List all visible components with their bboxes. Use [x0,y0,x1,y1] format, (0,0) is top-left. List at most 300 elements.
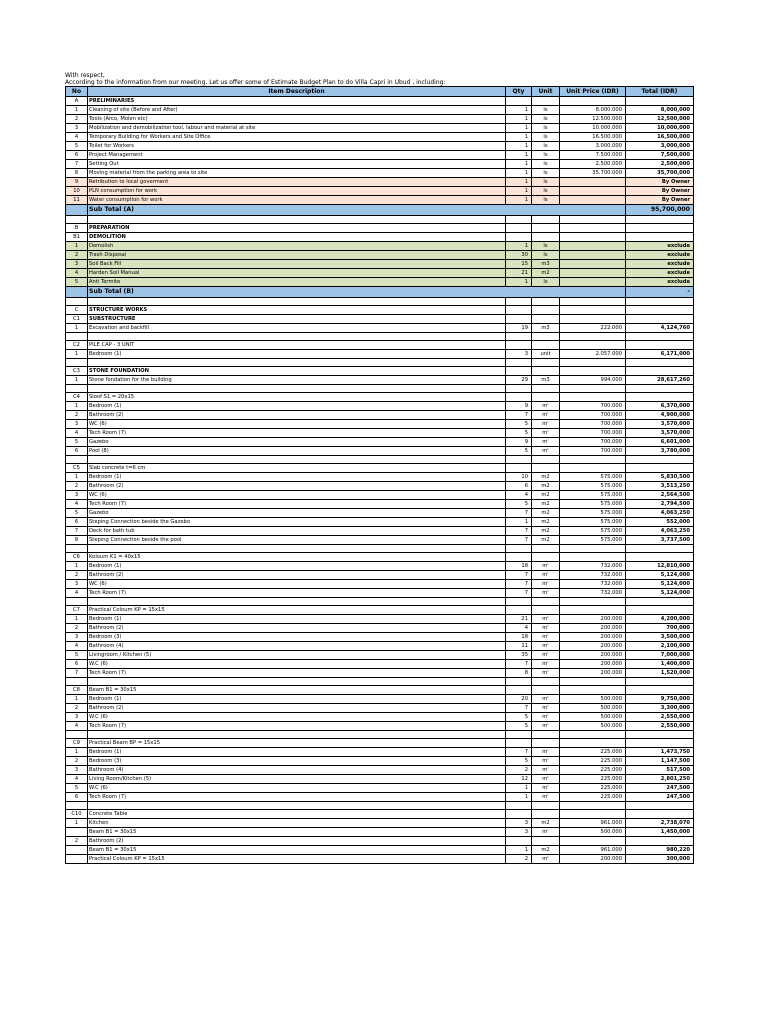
row-qty: 1 [506,178,532,187]
table-row [66,133,694,142]
row-number [66,298,88,306]
table-row [66,846,694,855]
row-qty: 5 [506,500,532,509]
table-row [66,527,694,536]
row-number [66,216,88,224]
row-total: 247,500 [626,784,694,793]
row-description: WC (6) [88,420,506,429]
row-number [66,828,88,837]
row-description: Cleaning of site (Before and After) [88,106,506,115]
row-qty: 5 [506,447,532,456]
row-unit [532,224,560,233]
row-qty [506,837,532,846]
row-unit: m' [532,784,560,793]
row-description: Anti Termite [88,278,506,287]
row-unit: ls [532,187,560,196]
row-description: Bedroom (1) [88,615,506,624]
row-unit [532,233,560,242]
row-unit-price [560,224,626,233]
row-unit-price: 700.000 [560,402,626,411]
row-qty: 1 [506,142,532,151]
table-row [66,660,694,669]
row-total: exclude [626,251,694,260]
row-qty: 21 [506,269,532,278]
row-unit: m2 [532,846,560,855]
row-qty [506,553,532,562]
row-number: B [66,224,88,233]
row-total: 4,063,250 [626,509,694,518]
row-number: 2 [66,571,88,580]
row-unit [532,802,560,810]
table-row [66,651,694,660]
row-number: C5 [66,464,88,473]
row-qty: 20 [506,695,532,704]
row-unit-price [560,260,626,269]
row-unit [532,306,560,315]
row-description: Bathroom (2) [88,837,506,846]
row-number: 2 [66,115,88,124]
row-unit [532,464,560,473]
row-unit: m' [532,580,560,589]
row-total [626,315,694,324]
row-unit: m' [532,713,560,722]
row-total: 2,500,000 [626,160,694,169]
row-unit-price [560,233,626,242]
row-number: 10 [66,187,88,196]
row-number [66,846,88,855]
row-number: 4 [66,429,88,438]
row-unit [532,553,560,562]
row-qty: 2 [506,855,532,864]
row-total: 5,124,000 [626,571,694,580]
row-unit [532,731,560,739]
row-total: 1,520,000 [626,669,694,678]
row-description: STONE FOUNDATION [88,367,506,376]
row-unit-price: 575.000 [560,491,626,500]
table-row [66,793,694,802]
row-unit: m' [532,589,560,598]
row-number: 2 [66,482,88,491]
row-qty: 1 [506,106,532,115]
table-row [66,748,694,757]
row-total: 1,473,750 [626,748,694,757]
row-total: 9,750,000 [626,695,694,704]
table-row [66,739,694,748]
row-unit [532,606,560,615]
row-unit: m' [532,748,560,757]
row-qty [506,367,532,376]
row-total [626,810,694,819]
row-qty: 9 [506,438,532,447]
row-number: 1 [66,695,88,704]
row-unit-price [560,341,626,350]
row-unit: m' [532,669,560,678]
row-unit-price: 200.000 [560,633,626,642]
row-unit-price: 500.000 [560,722,626,731]
row-total: 4,063,250 [626,527,694,536]
table-row [66,115,694,124]
row-unit-price: 35.700.000 [560,169,626,178]
row-description: Sloof S1 = 20x15 [88,393,506,402]
row-unit [532,545,560,553]
row-number: 1 [66,402,88,411]
intro-line: According to the information from our meeting, Let us offer some of Estimate Budget Plan to do Villa Capri in Ubud , including: [65,79,446,86]
row-number [66,287,88,298]
row-number [66,359,88,367]
table-row [66,837,694,846]
row-number: C [66,306,88,315]
row-description: Practical Beam BP = 15x15 [88,739,506,748]
row-unit-price [560,731,626,739]
row-unit-price [560,598,626,606]
row-unit-price: 200.000 [560,642,626,651]
row-qty [506,393,532,402]
row-qty: 5 [506,420,532,429]
row-description: Stone fondation for the building [88,376,506,385]
row-total [626,385,694,393]
table-row [66,704,694,713]
row-number: 1 [66,350,88,359]
table-row [66,669,694,678]
row-description: WC (6) [88,491,506,500]
row-description: Bedroom (1) [88,402,506,411]
row-unit: m3 [532,260,560,269]
row-unit-price: 500.000 [560,695,626,704]
table-row [66,722,694,731]
table-row [66,536,694,545]
table-row [66,242,694,251]
section-row [66,367,694,376]
row-total: 4,124,760 [626,324,694,333]
row-number: 1 [66,376,88,385]
row-description [88,545,506,553]
row-unit-price [560,385,626,393]
table-row [66,606,694,615]
row-total: 7,500,000 [626,151,694,160]
row-unit-price: 500.000 [560,713,626,722]
row-unit: m2 [532,473,560,482]
table-row [66,376,694,385]
row-unit: m3 [532,324,560,333]
row-unit: m2 [532,269,560,278]
row-description [88,333,506,341]
row-unit-price: 225.000 [560,775,626,784]
row-qty: 7 [506,704,532,713]
table-row [66,766,694,775]
row-number: 4 [66,589,88,598]
row-description: Bedroom (1) [88,473,506,482]
blank-row [66,545,694,553]
row-qty [506,739,532,748]
table-row [66,686,694,695]
row-description: Slab concrete t=6 cm [88,464,506,473]
row-number: 5 [66,509,88,518]
table-row [66,553,694,562]
row-number: 3 [66,491,88,500]
row-unit-price: 700.000 [560,447,626,456]
row-total: 16,500,000 [626,133,694,142]
row-description [88,678,506,686]
row-total [626,686,694,695]
row-unit: ls [532,178,560,187]
row-total [626,545,694,553]
blank-row [66,359,694,367]
row-description [88,802,506,810]
row-unit-price: 575.000 [560,482,626,491]
row-unit: ls [532,160,560,169]
row-description: Living Room/Kitchen (5) [88,775,506,784]
row-number: 5 [66,142,88,151]
row-number: 5 [66,438,88,447]
intro-text [65,72,705,86]
row-qty: 5 [506,713,532,722]
row-total: 4,200,000 [626,615,694,624]
row-qty: 3 [506,350,532,359]
row-unit-price [560,553,626,562]
row-qty: 3 [506,828,532,837]
row-qty [506,233,532,242]
row-description: Concrete Table [88,810,506,819]
row-total: By Owner [626,178,694,187]
row-number: 1 [66,324,88,333]
row-unit-price: 16.500.000 [560,133,626,142]
subtotal-row [66,205,694,216]
row-description: W.C (6) [88,713,506,722]
row-unit-price: 700.000 [560,429,626,438]
row-unit-price: 732.000 [560,580,626,589]
table-row [66,420,694,429]
row-unit [532,216,560,224]
row-description: Practical Coloum KP = 15x15 [88,855,506,864]
row-total: 3,513,250 [626,482,694,491]
row-unit-price: 225.000 [560,784,626,793]
row-unit-price: 994.000 [560,376,626,385]
table-header [66,87,694,97]
row-total [626,333,694,341]
row-total: 1,450,000 [626,828,694,837]
row-description: Project Management [88,151,506,160]
row-unit-price [560,251,626,260]
row-unit-price: 200.000 [560,669,626,678]
row-description: Livingroom / Kitchen (5) [88,651,506,660]
row-unit-price [560,178,626,187]
table-row [66,142,694,151]
table-row [66,278,694,287]
row-description: Bathroom (2) [88,704,506,713]
row-unit-price [560,739,626,748]
row-qty [506,341,532,350]
row-qty: 1 [506,242,532,251]
row-qty [506,678,532,686]
row-unit: ls [532,142,560,151]
row-total: 3,000,000 [626,142,694,151]
row-qty: 7 [506,411,532,420]
row-number: 1 [66,819,88,828]
row-unit-price: 12.500.000 [560,115,626,124]
row-qty: 7 [506,748,532,757]
row-total: 6,171,000 [626,350,694,359]
row-unit: m' [532,651,560,660]
row-description [88,359,506,367]
row-qty: 7 [506,509,532,518]
row-number: 4 [66,775,88,784]
row-description: Steping Connection beside the pool [88,536,506,545]
row-qty: 7 [506,527,532,536]
row-total: 10,000,000 [626,124,694,133]
row-number [66,456,88,464]
row-unit-price: 575.000 [560,536,626,545]
row-qty: 1 [506,151,532,160]
row-number: 4 [66,642,88,651]
row-unit-price: 225.000 [560,748,626,757]
table-row [66,571,694,580]
blank-row [66,598,694,606]
table-row [66,324,694,333]
row-description: Koloum K1 = 40x15 [88,553,506,562]
row-unit [532,739,560,748]
row-qty [506,686,532,695]
row-unit-price [560,242,626,251]
table-row [66,695,694,704]
table-row [66,251,694,260]
row-total: 1,400,000 [626,660,694,669]
row-unit-price: 732.000 [560,571,626,580]
greeting: With respect, [65,72,105,79]
row-number: 5 [66,651,88,660]
section-row [66,224,694,233]
row-total [626,216,694,224]
row-qty: 5 [506,757,532,766]
row-number: 9 [66,178,88,187]
row-unit-price [560,315,626,324]
table-row [66,784,694,793]
row-number: A [66,97,88,106]
row-description: Beam B1 = 30x15 [88,846,506,855]
row-unit: ls [532,124,560,133]
row-total: 6,370,000 [626,402,694,411]
table-row [66,393,694,402]
row-description: Tools (Arco, Molen etc) [88,115,506,124]
row-unit-price [560,464,626,473]
row-number: 3 [66,420,88,429]
row-total: 1,147,500 [626,757,694,766]
row-number: C7 [66,606,88,615]
table-row [66,562,694,571]
table-row [66,491,694,500]
row-unit-price [560,545,626,553]
row-unit: unit [532,350,560,359]
row-total [626,731,694,739]
row-qty: 1 [506,278,532,287]
row-unit: ls [532,115,560,124]
blank-row [66,802,694,810]
row-description: Bathroom (2) [88,482,506,491]
header-total: Total (IDR) [626,87,694,97]
row-unit-price: 500.000 [560,828,626,837]
section-row [66,306,694,315]
row-qty: 1 [506,187,532,196]
row-total [626,393,694,402]
row-unit [532,456,560,464]
row-unit: ls [532,278,560,287]
row-unit: ls [532,151,560,160]
row-qty [506,216,532,224]
row-total: 2,564,500 [626,491,694,500]
row-unit-price [560,298,626,306]
row-qty [506,315,532,324]
row-description: Bedroom (1) [88,695,506,704]
row-qty: 2 [506,766,532,775]
row-description [88,216,506,224]
row-unit: m2 [532,482,560,491]
table-row [66,178,694,187]
table-row [66,713,694,722]
row-number: 3 [66,260,88,269]
row-number: 3 [66,766,88,775]
row-total: By Owner [626,187,694,196]
row-unit: m' [532,571,560,580]
row-total: 980,220 [626,846,694,855]
row-qty: 5 [506,722,532,731]
row-description: Harden Soil Manual [88,269,506,278]
row-qty: 7 [506,571,532,580]
row-unit: m' [532,562,560,571]
row-number: 2 [66,251,88,260]
row-description: Bedroom (1) [88,350,506,359]
table-row [66,482,694,491]
row-description [88,731,506,739]
row-number: 5 [66,278,88,287]
row-description: Bathroom (2) [88,571,506,580]
subtotal-row [66,287,694,298]
row-total [626,802,694,810]
row-total: 300,000 [626,855,694,864]
row-description: Trash Disposal [88,251,506,260]
row-qty: 12 [506,775,532,784]
row-number: 2 [66,704,88,713]
row-number: 4 [66,269,88,278]
row-total [626,678,694,686]
row-unit: m' [532,429,560,438]
row-total: 2,794,500 [626,500,694,509]
row-qty [506,456,532,464]
row-unit: m' [532,642,560,651]
row-qty [506,298,532,306]
row-description [88,456,506,464]
row-description: Tech Room (7) [88,589,506,598]
row-total: 12,500,000 [626,115,694,124]
row-number [66,598,88,606]
row-description: Tech Room (7) [88,793,506,802]
table-row [66,260,694,269]
row-unit: m' [532,420,560,429]
row-unit: m' [532,793,560,802]
row-number [66,333,88,341]
row-description: Setting Out [88,160,506,169]
row-unit: m2 [532,819,560,828]
subtotal-label: Sub Total (A) [88,205,626,216]
row-unit: m' [532,615,560,624]
header-description: Item Description [88,87,506,97]
row-number: 6 [66,660,88,669]
table-row [66,624,694,633]
header-qty: Qty [506,87,532,97]
row-number: C6 [66,553,88,562]
row-total: 3,737,500 [626,536,694,545]
row-unit [532,837,560,846]
section-row [66,233,694,242]
row-qty: 18 [506,562,532,571]
